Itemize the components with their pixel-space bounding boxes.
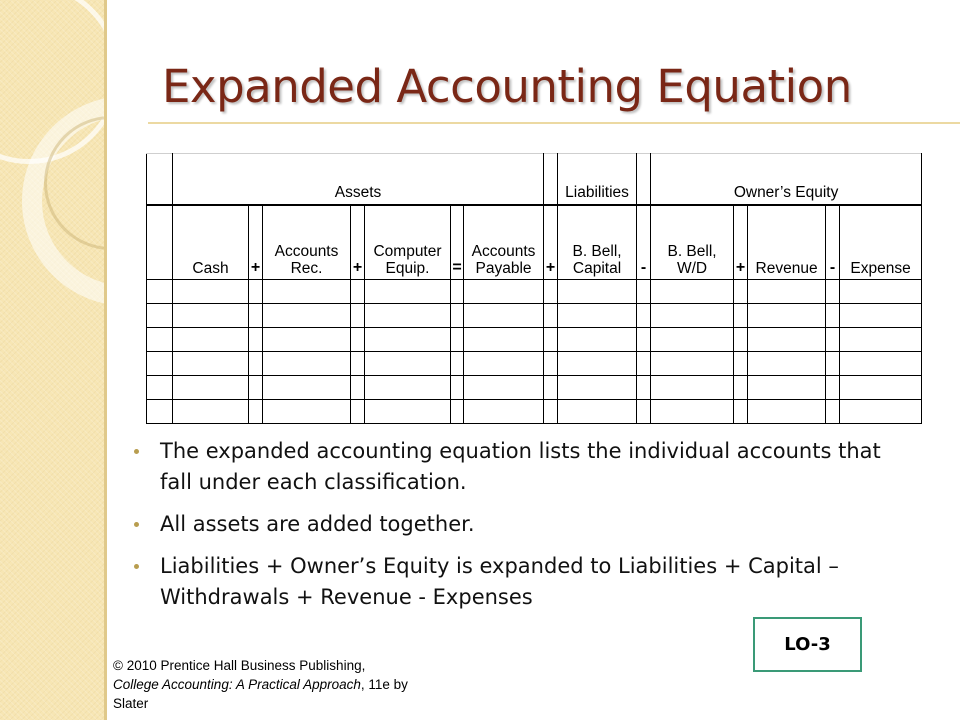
bullet-list [134, 436, 894, 624]
table-cell [544, 304, 558, 328]
table-cell [365, 328, 451, 352]
table-cell [651, 328, 734, 352]
table-cell [263, 352, 351, 376]
table-cell [544, 352, 558, 376]
sidebar-edge [104, 0, 107, 720]
minus-operator: - [637, 205, 651, 280]
table-cell [365, 304, 451, 328]
table-cell [637, 328, 651, 352]
table-cell [147, 352, 173, 376]
table-cell [147, 376, 173, 400]
table-cell [451, 328, 464, 352]
col-cash: Cash [173, 205, 249, 280]
table-cell [451, 376, 464, 400]
column-header-row [147, 205, 922, 280]
table-cell [365, 400, 451, 424]
decorative-sidebar [0, 0, 107, 720]
slide-title: Expanded Accounting Equation [162, 60, 852, 113]
plus-operator: + [249, 205, 263, 280]
table-cell [263, 280, 351, 304]
table-cell [351, 328, 365, 352]
group-assets: Assets [173, 154, 544, 206]
table-row [147, 400, 922, 424]
col-computer-equip: Computer Equip. [365, 205, 451, 280]
table-cell [651, 400, 734, 424]
table-cell [651, 304, 734, 328]
table-cell [748, 304, 826, 328]
table-cell [826, 376, 840, 400]
table-cell [840, 304, 922, 328]
table-cell [826, 352, 840, 376]
table-cell [173, 376, 249, 400]
table-row [147, 280, 922, 304]
table-cell [365, 280, 451, 304]
table-cell [544, 280, 558, 304]
table-cell [840, 280, 922, 304]
table-cell [544, 376, 558, 400]
table-cell [840, 328, 922, 352]
table-cell [351, 376, 365, 400]
table-cell [351, 304, 365, 328]
table-cell [351, 400, 365, 424]
table-row [147, 328, 922, 352]
table-cell [748, 280, 826, 304]
book-title: College Accounting: A Practical Approach [113, 677, 361, 692]
table-cell [464, 328, 544, 352]
table-row [147, 376, 922, 400]
table-cell [451, 400, 464, 424]
table-cell [558, 280, 637, 304]
table-cell [249, 280, 263, 304]
table-cell [637, 304, 651, 328]
col-capital: B. Bell, Capital [558, 205, 637, 280]
table-cell [748, 376, 826, 400]
table-cell [544, 328, 558, 352]
table-cell [840, 352, 922, 376]
learning-objective-badge: LO-3 [753, 617, 862, 672]
table-cell [734, 352, 748, 376]
table-cell [351, 352, 365, 376]
table-cell [147, 304, 173, 328]
table-body [147, 280, 922, 424]
table-cell [173, 328, 249, 352]
accounting-equation-table [146, 153, 922, 424]
table-cell [826, 280, 840, 304]
table-cell [365, 352, 451, 376]
bullet-item: All assets are added together. [134, 509, 894, 540]
table-cell [826, 304, 840, 328]
equals-operator: = [451, 205, 464, 280]
table-cell [734, 280, 748, 304]
table-cell [249, 352, 263, 376]
table-cell [544, 154, 558, 206]
group-header-row [147, 154, 922, 206]
table-row [147, 304, 922, 328]
table-cell [464, 280, 544, 304]
table-cell [637, 352, 651, 376]
table-cell [734, 376, 748, 400]
table-cell [263, 376, 351, 400]
table-cell [464, 400, 544, 424]
plus-operator: + [544, 205, 558, 280]
table-cell [451, 280, 464, 304]
table-cell [173, 352, 249, 376]
table-cell [365, 376, 451, 400]
table-cell [637, 154, 651, 206]
table-cell [147, 205, 173, 280]
bullet-dot-icon [134, 522, 139, 527]
table-cell [173, 400, 249, 424]
table-cell [173, 304, 249, 328]
table-cell [734, 328, 748, 352]
table-cell [558, 328, 637, 352]
minus-operator: - [826, 205, 840, 280]
table-cell [451, 352, 464, 376]
table-cell [263, 304, 351, 328]
col-revenue: Revenue [748, 205, 826, 280]
plus-operator: + [734, 205, 748, 280]
table-cell [249, 400, 263, 424]
table-cell [637, 376, 651, 400]
table-cell [748, 400, 826, 424]
table-cell [558, 352, 637, 376]
table-cell [249, 376, 263, 400]
table-cell [651, 376, 734, 400]
table-cell [748, 352, 826, 376]
table-cell [840, 376, 922, 400]
col-withdrawals: B. Bell, W/D [651, 205, 734, 280]
table-cell [734, 304, 748, 328]
table-cell [464, 352, 544, 376]
group-owners-equity: Owner’s Equity [651, 154, 922, 206]
table-cell [451, 304, 464, 328]
table-cell [558, 400, 637, 424]
table-cell [651, 352, 734, 376]
bullet-item: Liabilities + Owner’s Equity is expanded to Liabilities + Capital – Withdrawals + Revenue - Expenses [134, 551, 894, 613]
col-accounts-rec: Accounts Rec. [263, 205, 351, 280]
group-liabilities: Liabilities [558, 154, 637, 206]
bullet-dot-icon [134, 449, 139, 454]
table-cell [263, 328, 351, 352]
table-row [147, 352, 922, 376]
copyright-footer: © 2010 Prentice Hall Business Publishing, College Accounting: A Practical Approach, 11e by Slater [113, 658, 408, 711]
title-divider [148, 122, 960, 124]
table-cell [840, 400, 922, 424]
table-cell [351, 280, 365, 304]
table-cell [734, 400, 748, 424]
table-cell [147, 154, 173, 206]
col-accounts-payable: Accounts Payable [464, 205, 544, 280]
bullet-dot-icon [134, 564, 139, 569]
table-cell [637, 280, 651, 304]
table-cell [464, 304, 544, 328]
table-cell [147, 400, 173, 424]
table-cell [263, 400, 351, 424]
table-cell [748, 328, 826, 352]
table-cell [249, 328, 263, 352]
table-cell [826, 328, 840, 352]
table-cell [173, 280, 249, 304]
table-cell [558, 376, 637, 400]
col-expense: Expense [840, 205, 922, 280]
table-cell [544, 400, 558, 424]
table-cell [651, 280, 734, 304]
table-cell [147, 280, 173, 304]
table-cell [826, 400, 840, 424]
table-cell [249, 304, 263, 328]
table-cell [464, 376, 544, 400]
bullet-item: The expanded accounting equation lists the individual accounts that fall under each classification. [134, 436, 894, 498]
plus-operator: + [351, 205, 365, 280]
table-cell [558, 304, 637, 328]
table-cell [147, 328, 173, 352]
table-cell [637, 400, 651, 424]
